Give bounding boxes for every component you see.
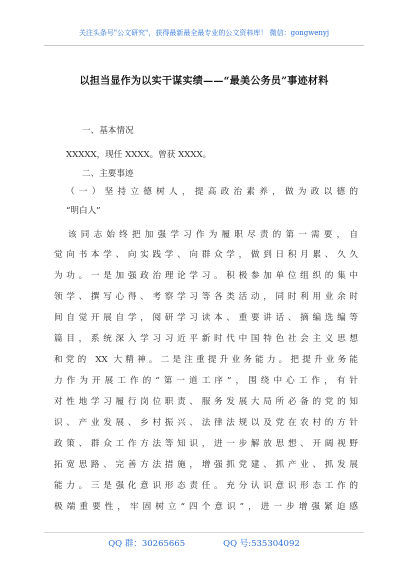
paragraph-line: 觉向书本学、向实践学、向群众学，做到日积月累、久久 [54,250,358,260]
footer-contact [0,537,408,549]
paragraph-line: 和党的 XX 大精神。二是注重提升业务能力。把提升业务能 [54,355,358,365]
paragraph-line: 能力。三是强化意识形态责任。充分认识意识形态工作的 [54,481,358,491]
paragraph-line: 力作为开展工作的“第一道工序”，围绕中心工作，有针 [54,376,358,386]
subheading-line: “明白人” [66,206,101,216]
paragraph-line: 该同志始终把加强学习作为履职尽责的第一需要，自 [68,230,358,240]
paragraph-line: 政策、群众工作方法等知识，进一步解放思想、开阔视野 [54,439,358,449]
section-heading-main-deeds: 二、主要事迹 [82,169,134,179]
header-divider [44,45,364,46]
paragraph-line: 极端重要性，牢固树立“四个意识”，进一步增强紧迫感 [54,502,358,512]
qq-account-number: QQ 号:535304092 [223,539,300,549]
qq-group-number: QQ 群：30265665 [108,539,186,549]
section-heading-basic-info: 一、基本情况 [82,126,134,136]
paragraph-line: 识、产业发展、乡村振兴、法律法规以及党在农村的方针 [54,418,358,428]
paragraph-line: 对性地学习履行岗位职责、服务发展大局所必备的党的知 [54,397,358,407]
header-promo-note: 关注头条号"公文研究"，获得最新最全最专业的公文资料库！ 微信：gongwenyj [78,29,330,37]
paragraph-line: 为功。一是加强政治理论学习。积极参加单位组织的集中 [54,271,358,281]
basic-info-line: XXXXX，现任 XXXX。曾获 XXXX。 [66,150,212,160]
paragraph-line: 拓宽思路、完善方法措施，增强抓党建、抓产业、抓发展 [54,460,358,470]
footer-divider [44,532,364,533]
paragraph-line: 间自觉开展自学，阅研学习读本、重要讲话、摘编选编等 [54,313,358,323]
paragraph-line: 篇目，系统深入学习习近平新时代中国特色社会主义思想 [54,334,358,344]
subheading-line: （一）坚持立德树人，提高政治素养，做为政以德的 [66,187,358,197]
document-title: 以担当显作为以实干谋实绩——“最美公务员”事迹材料 [79,76,329,87]
paragraph-line: 领学、撰写心得、考察学习等各类活动，同时利用业余时 [54,292,358,302]
